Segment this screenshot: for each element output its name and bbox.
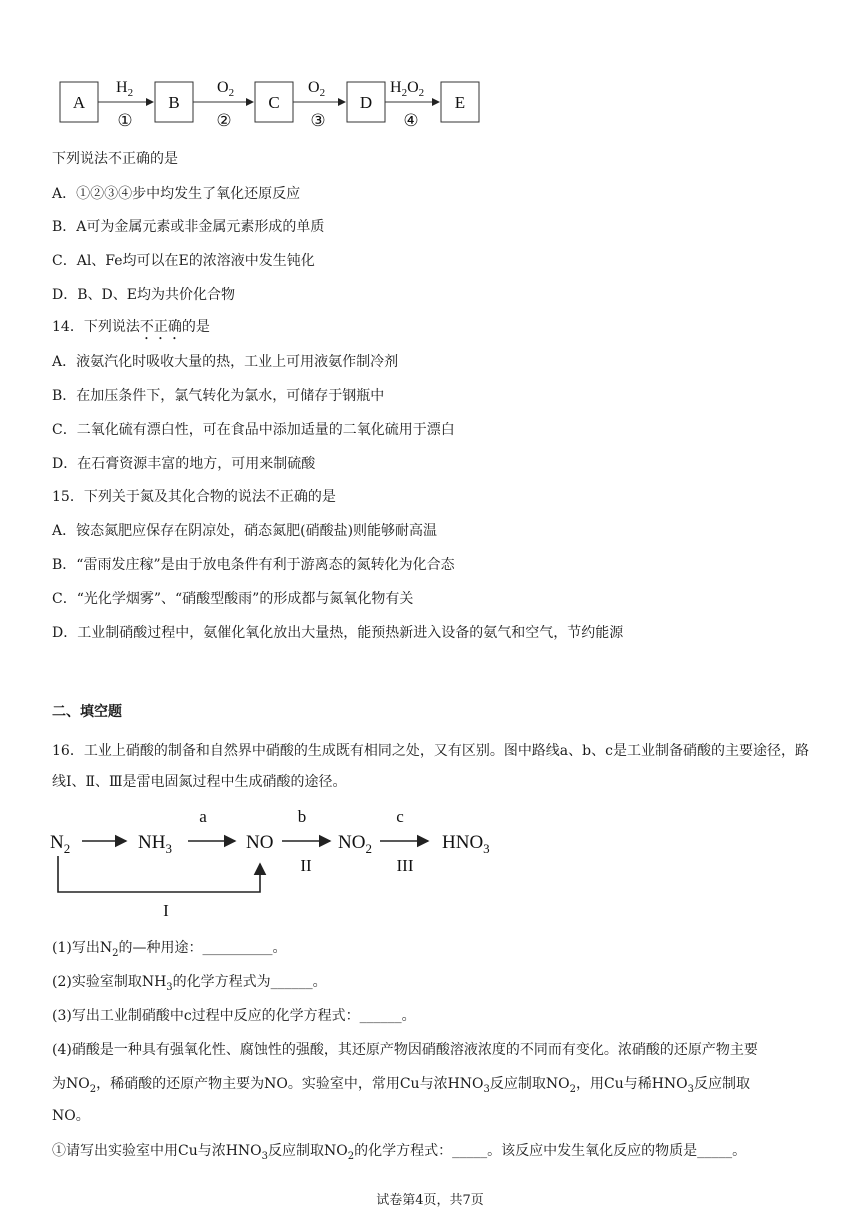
section-title: 二、填空题 (52, 704, 122, 720)
q16-sub3: (3)写出工业制硝酸中c过程中反应的化学方程式：______。 (52, 1008, 416, 1024)
reagent-o2-a: $O_2$ (217, 79, 235, 99)
q15-option-d[interactable]: D．工业制硝酸过程中，氨催化氧化放出大量热，能预热新进入设备的氨气和空气，节约能源 (52, 625, 624, 641)
route-iii-label: III (396, 856, 414, 875)
species-n2: $N_2$ (50, 832, 71, 856)
step-1-label: ① (117, 111, 133, 130)
q16-sub4-line3: NO。 (52, 1108, 90, 1124)
q14-option-a[interactable]: A．液氨汽化时吸收大量的热，工业上可用液氨作制冷剂 (52, 354, 399, 370)
q16-sub2: (2)实验室制取$NH_3$的化学方程式为______。 (52, 974, 327, 993)
step-4-label: ④ (403, 111, 419, 130)
q15-stem: 15．下列关于氮及其化合物的说法不正确的是 (52, 489, 336, 505)
q16-sub4-question1: ①请写出实验室中用Cu与浓$HNO_3$反应制取$NO_2$的化学方程式：_____。该反应中发生氧化反应的物质是_____。 (52, 1143, 747, 1162)
q14-emphasis: 不正确 (139, 319, 182, 335)
route-i-label: I (163, 901, 169, 920)
reagent-h2o2: $H_2O_2$ (390, 79, 425, 99)
q13-option-b[interactable]: B．A可为金属元素或非金属元素形成的单质 (52, 219, 325, 235)
q16-stem: 16．工业上硝酸的制备和自然界中硝酸的生成既有相同之处，又有区别。图中路线a、b、c是工业制备硝酸的主要途径，路线Ⅰ、Ⅱ、Ⅲ是雷电固氮过程中生成硝酸的途径。 (52, 743, 809, 790)
species-nh3: $NH_3$ (138, 832, 172, 856)
page-footer: 试卷第4页，共7页 (376, 1193, 484, 1208)
q14-option-b[interactable]: B．在加压条件下，氯气转化为氯水，可储存于钢瓶中 (52, 388, 385, 404)
species-no: NO (246, 832, 274, 853)
q16-sub4-line1: (4)硝酸是一种具有强氧化性、腐蚀性的强酸，其还原产物因硝酸溶液浓度的不同而有变化。浓硝酸的还原产物主要 (52, 1042, 758, 1058)
nitric-acid-route-diagram (50, 800, 510, 922)
route-a-label: a (199, 807, 207, 826)
species-no2: $NO_2$ (338, 832, 372, 856)
reagent-h2: $H_2$ (116, 79, 134, 99)
box-c-label: C (268, 93, 280, 112)
route-ii-label: II (300, 856, 312, 875)
q13-option-d[interactable]: D．B、D、E均为共价化合物 (52, 287, 235, 303)
route-b-label: b (297, 807, 307, 826)
box-d-label: D (359, 93, 373, 112)
q13-option-a[interactable]: A．①②③④步中均发生了氧化还原反应 (52, 186, 301, 202)
q15-option-a[interactable]: A．铵态氮肥应保存在阴凉处，硝态氮肥(硝酸盐)则能够耐高温 (52, 523, 438, 539)
box-e-label: E (454, 93, 466, 112)
step-3-label: ③ (310, 111, 326, 130)
reaction-flow-diagram (50, 60, 500, 130)
q14-option-d[interactable]: D．在石膏资源丰富的地方，可用来制硫酸 (52, 456, 316, 472)
reagent-o2-b: $O_2$ (308, 79, 326, 99)
q13-option-c[interactable]: C．Al、Fe均可以在E的浓溶液中发生钝化 (52, 253, 315, 269)
box-b-label: B (168, 93, 180, 112)
step-2-label: ② (216, 111, 232, 130)
q14-option-c[interactable]: C．二氧化硫有漂白性，可在食品中添加适量的二氧化硫用于漂白 (52, 422, 455, 438)
q14-stem: 14．下列说法不正确的是 (52, 319, 210, 335)
q16-sub1: (1)写出$N_2$的—种用途：__________。 (52, 940, 287, 959)
species-hno3: $HNO_3$ (442, 832, 490, 856)
route-c-label: c (396, 807, 404, 826)
q16-sub4-line2: 为$NO_2$，稀硝酸的还原产物主要为NO。实验室中，常用Cu与浓$HNO_3$反应制取$NO_2$，用Cu与稀$HNO_3$反应制取 (52, 1076, 751, 1095)
q15-option-b[interactable]: B．“雷雨发庄稼”是由于放电条件有利于游离态的氮转化为化合态 (52, 557, 455, 573)
box-a-label: A (72, 93, 86, 112)
q13-stem: 下列说法不正确的是 (52, 151, 178, 167)
q15-option-c[interactable]: C．“光化学烟雾”、“硝酸型酸雨”的形成都与氮氧化物有关 (52, 591, 414, 607)
